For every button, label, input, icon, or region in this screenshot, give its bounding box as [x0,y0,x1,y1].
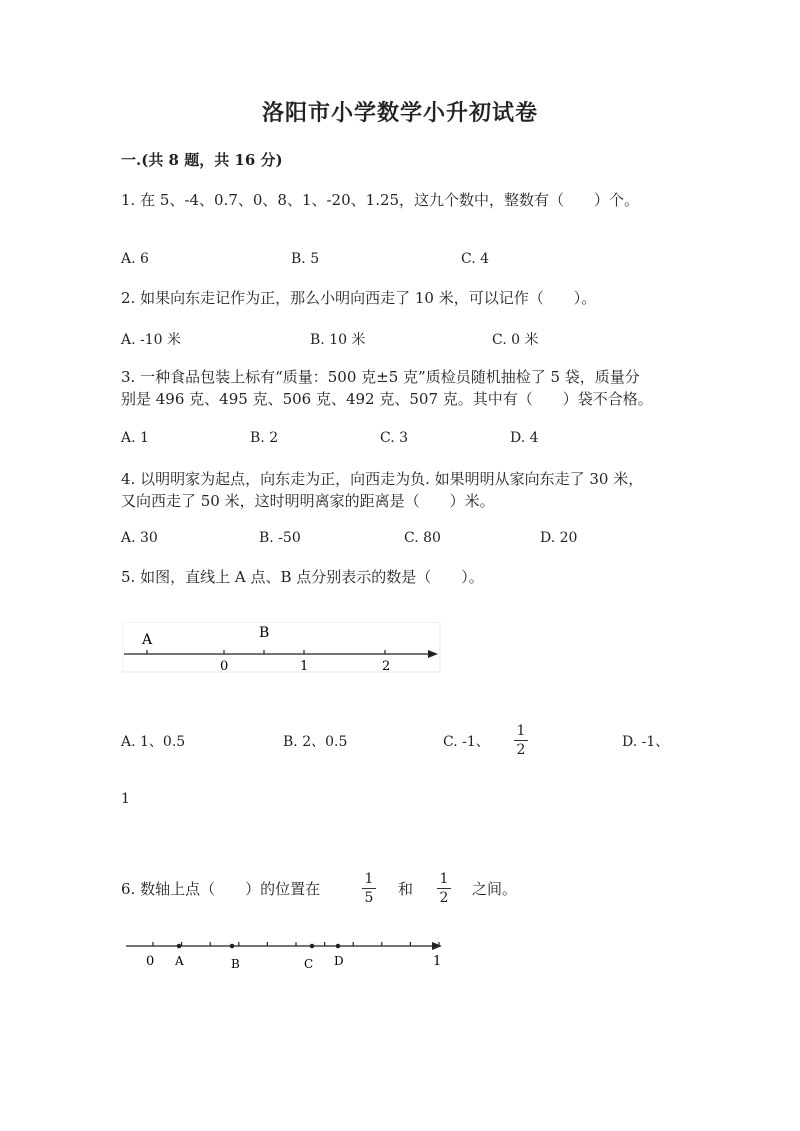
fraction-numerator: 1 [516,723,526,739]
question-2-text: 2. 如果向东走记作为正，那么小明向西走了 10 米，可以记作（ ）。 [121,289,597,307]
point-c-label: C [304,957,314,971]
page-title: 洛阳市小学数学小升初试卷 [261,100,538,126]
point-a-label: A [175,954,184,968]
q5-option-c-fraction [514,723,528,758]
q4-option-b: B. -50 [259,530,301,546]
q5-option-a: A. 1、0.5 [121,734,186,750]
question-6-prefix: 6. 数轴上点（ ）的位置在 [121,880,321,898]
question-3-line-1: 3. 一种食品包装上标有“质量：500 克±5 克”质检员随机抽检了 5 袋，质量分 [121,368,640,386]
q5-option-d: D. -1、 [622,734,670,750]
point-d-label: D [334,954,344,968]
point-c-dot [310,944,315,949]
point-a-dot [177,944,182,949]
q5-option-c: C. -1、 [443,734,490,750]
q2-option-c: C. 0 米 [492,332,539,348]
point-a-label: A [142,632,153,648]
fraction-bar [437,888,451,889]
point-d-dot [336,944,341,949]
tick-label-0: 0 [220,659,229,674]
fraction-denominator: 2 [516,742,526,758]
question-1-text: 1. 在 5、-4、0.7、0、8、1、-20、1.25，这九个数中，整数有（ ）个。 [121,191,640,209]
question-4-line-2: 又向西走了 50 米，这时明明离家的距离是（ ）米。 [121,492,495,510]
figure-border [122,622,440,672]
tick-label-1: 1 [433,954,442,969]
fraction-bar [362,888,376,889]
q3-option-a: A. 1 [121,430,149,446]
q1-option-b: B. 5 [291,251,320,267]
q6-fraction-one-half [437,871,451,906]
q3-option-b: B. 2 [250,430,279,446]
q5-option-d-wrap: 1 [121,791,130,807]
q1-option-c: C. 4 [461,251,490,267]
q3-option-d: D. 4 [510,430,539,446]
question-6-suffix: 之间。 [472,880,518,898]
q2-option-a: A. -10 米 [121,332,182,348]
fraction-numerator: 1 [364,871,374,887]
q6-fraction-one-fifth [362,871,376,906]
fraction-numerator: 1 [439,871,449,887]
question-6-mid: 和 [398,880,414,898]
section-heading: 一.(共 8 题，共 16 分) [121,151,283,169]
q5-option-b: B. 2、0.5 [283,734,348,750]
question-5-text: 5. 如图，直线上 A 点、B 点分别表示的数是（ ）。 [121,568,484,586]
tick-label-1: 1 [300,659,309,674]
q4-option-c: C. 80 [404,530,441,546]
q5-number-line-figure [122,622,442,674]
tick-label-2: 2 [382,659,391,674]
q4-option-d: D. 20 [540,530,578,546]
fraction-denominator: 5 [364,890,374,906]
tick-label-0: 0 [146,954,155,969]
q2-option-b: B. 10 米 [310,332,366,348]
fraction-denominator: 2 [439,890,449,906]
axis-arrow-icon [432,942,442,950]
question-4-line-1: 4. 以明明家为起点，向东走为正，向西走为负. 如果明明从家向东走了 30 米， [121,470,644,488]
point-b-label: B [231,957,240,971]
point-b-dot [230,944,235,949]
q4-option-a: A. 30 [121,530,158,546]
q6-number-line-figure [122,934,446,974]
q3-option-c: C. 3 [380,430,409,446]
fraction-bar [514,740,528,741]
question-3-line-2: 别是 496 克、495 克、506 克、492 克、507 克。其中有（ ）袋不合格。 [121,390,653,408]
q1-option-a: A. 6 [121,251,149,267]
point-b-label: B [259,625,270,641]
